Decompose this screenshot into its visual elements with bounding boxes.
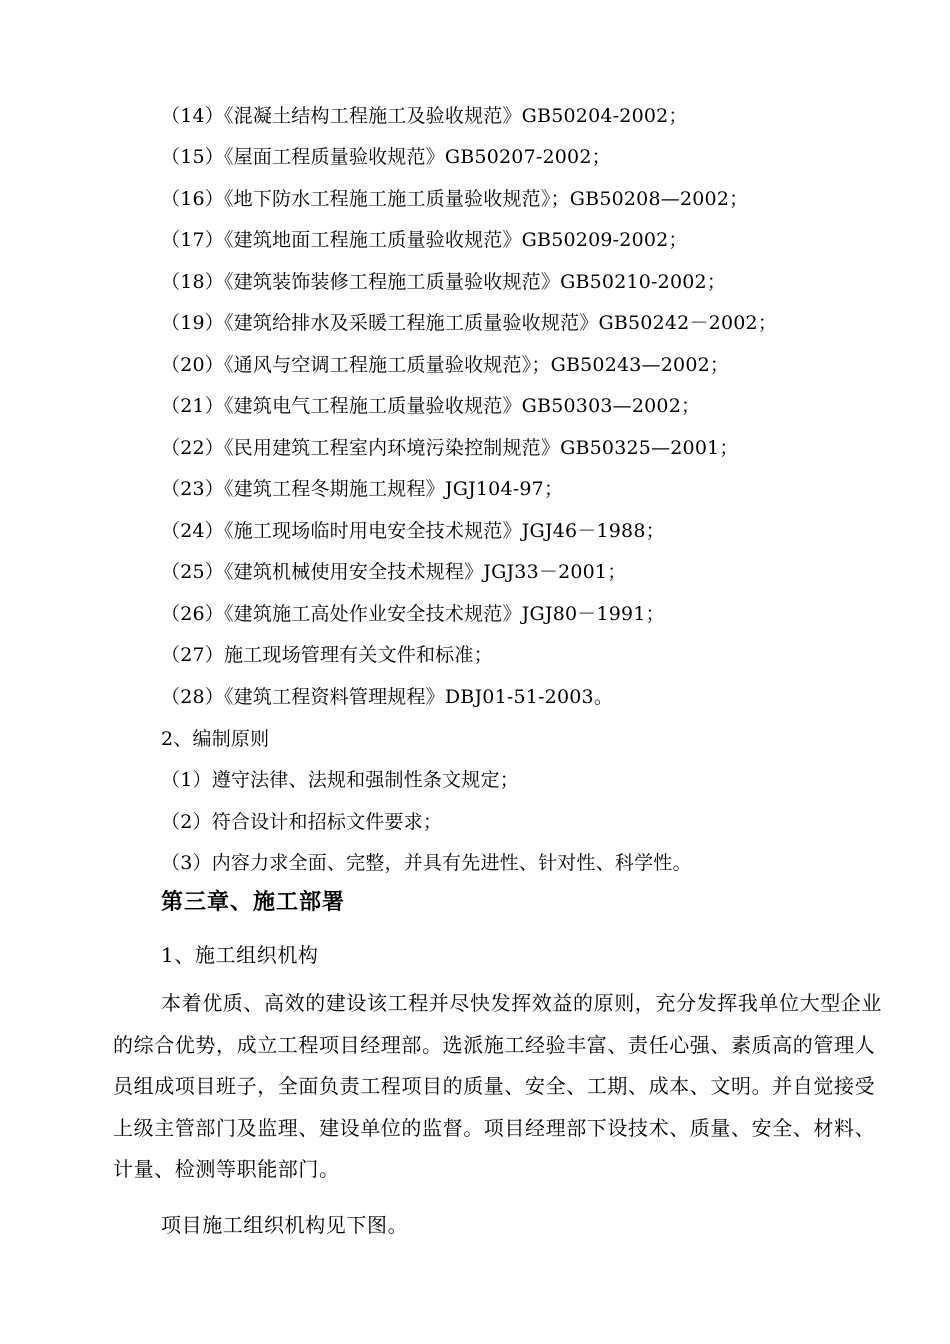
chapter-title: 第三章、施工部署 [161, 890, 346, 915]
standard-item-23: （23）《建筑工程冬期施工规程》JGJ104-97； [161, 478, 564, 500]
figure-note: 项目施工组织机构见下图。 [161, 1213, 409, 1237]
standard-item-20: （20）《通风与空调工程施工质量验收规范》；GB50243—2002； [161, 354, 730, 376]
standard-item-17: （17）《建筑地面工程施工质量验收规范》GB50209-2002； [161, 229, 688, 251]
standard-item-27: （27）施工现场管理有关文件和标准； [161, 644, 493, 666]
standard-item-26: （26）《建筑施工高处作业安全技术规范》JGJ80－1991； [161, 603, 665, 625]
body-paragraph: 本着优质、高效的建设该工程并尽快发挥效益的原则，充分发挥我单位大型企业的综合优势，成立工程项目经理部。选派施工经验丰富、责任心强、素质高的管理人员组成项目班子，全面负责工程项目的质量、安全、工期、成本、文明。并自觉接受上级主管部门及监理、建设单位的监督。项目经理部下设技术、质量、安全、材料、计量、检测等职能部门。 [113, 991, 882, 1181]
standard-item-16: （16）《地下防水工程施工施工质量验收规范》；GB50208—2002； [161, 188, 749, 210]
standard-item-22: （22）《民用建筑工程室内环境污染控制规范》GB50325—2001； [161, 437, 739, 459]
standard-item-14: （14）《混凝土结构工程施工及验收规范》GB50204-2002； [161, 105, 688, 127]
principle-item-3: （3）内容力求全面、完整，并具有先进性、针对性、科学性。 [161, 852, 692, 874]
standard-item-24: （24）《施工现场临时用电安全技术规范》JGJ46－1988； [161, 520, 665, 542]
principle-item-1: （1）遵守法律、法规和强制性条文规定； [161, 769, 519, 791]
standard-item-28: （28）《建筑工程资料管理规程》DBJ01-51-2003。 [161, 686, 614, 708]
principle-item-2: （2）符合设计和招标文件要求； [161, 811, 443, 833]
standard-item-15: （15）《屋面工程质量验收规范》GB50207-2002； [161, 146, 611, 168]
standard-item-21: （21）《建筑电气工程施工质量验收规范》GB50303—2002； [161, 395, 701, 417]
standard-item-18: （18）《建筑装饰装修工程施工质量验收规范》GB50210-2002； [161, 271, 727, 293]
standard-item-19: （19）《建筑给排水及采暖工程施工质量验收规范》GB50242－2002； [161, 312, 778, 334]
standard-item-25: （25）《建筑机械使用安全技术规程》JGJ33－2001； [161, 561, 627, 583]
section-title: 1、施工组织机构 [161, 943, 319, 967]
principles-title: 2、编制原则 [161, 728, 270, 750]
